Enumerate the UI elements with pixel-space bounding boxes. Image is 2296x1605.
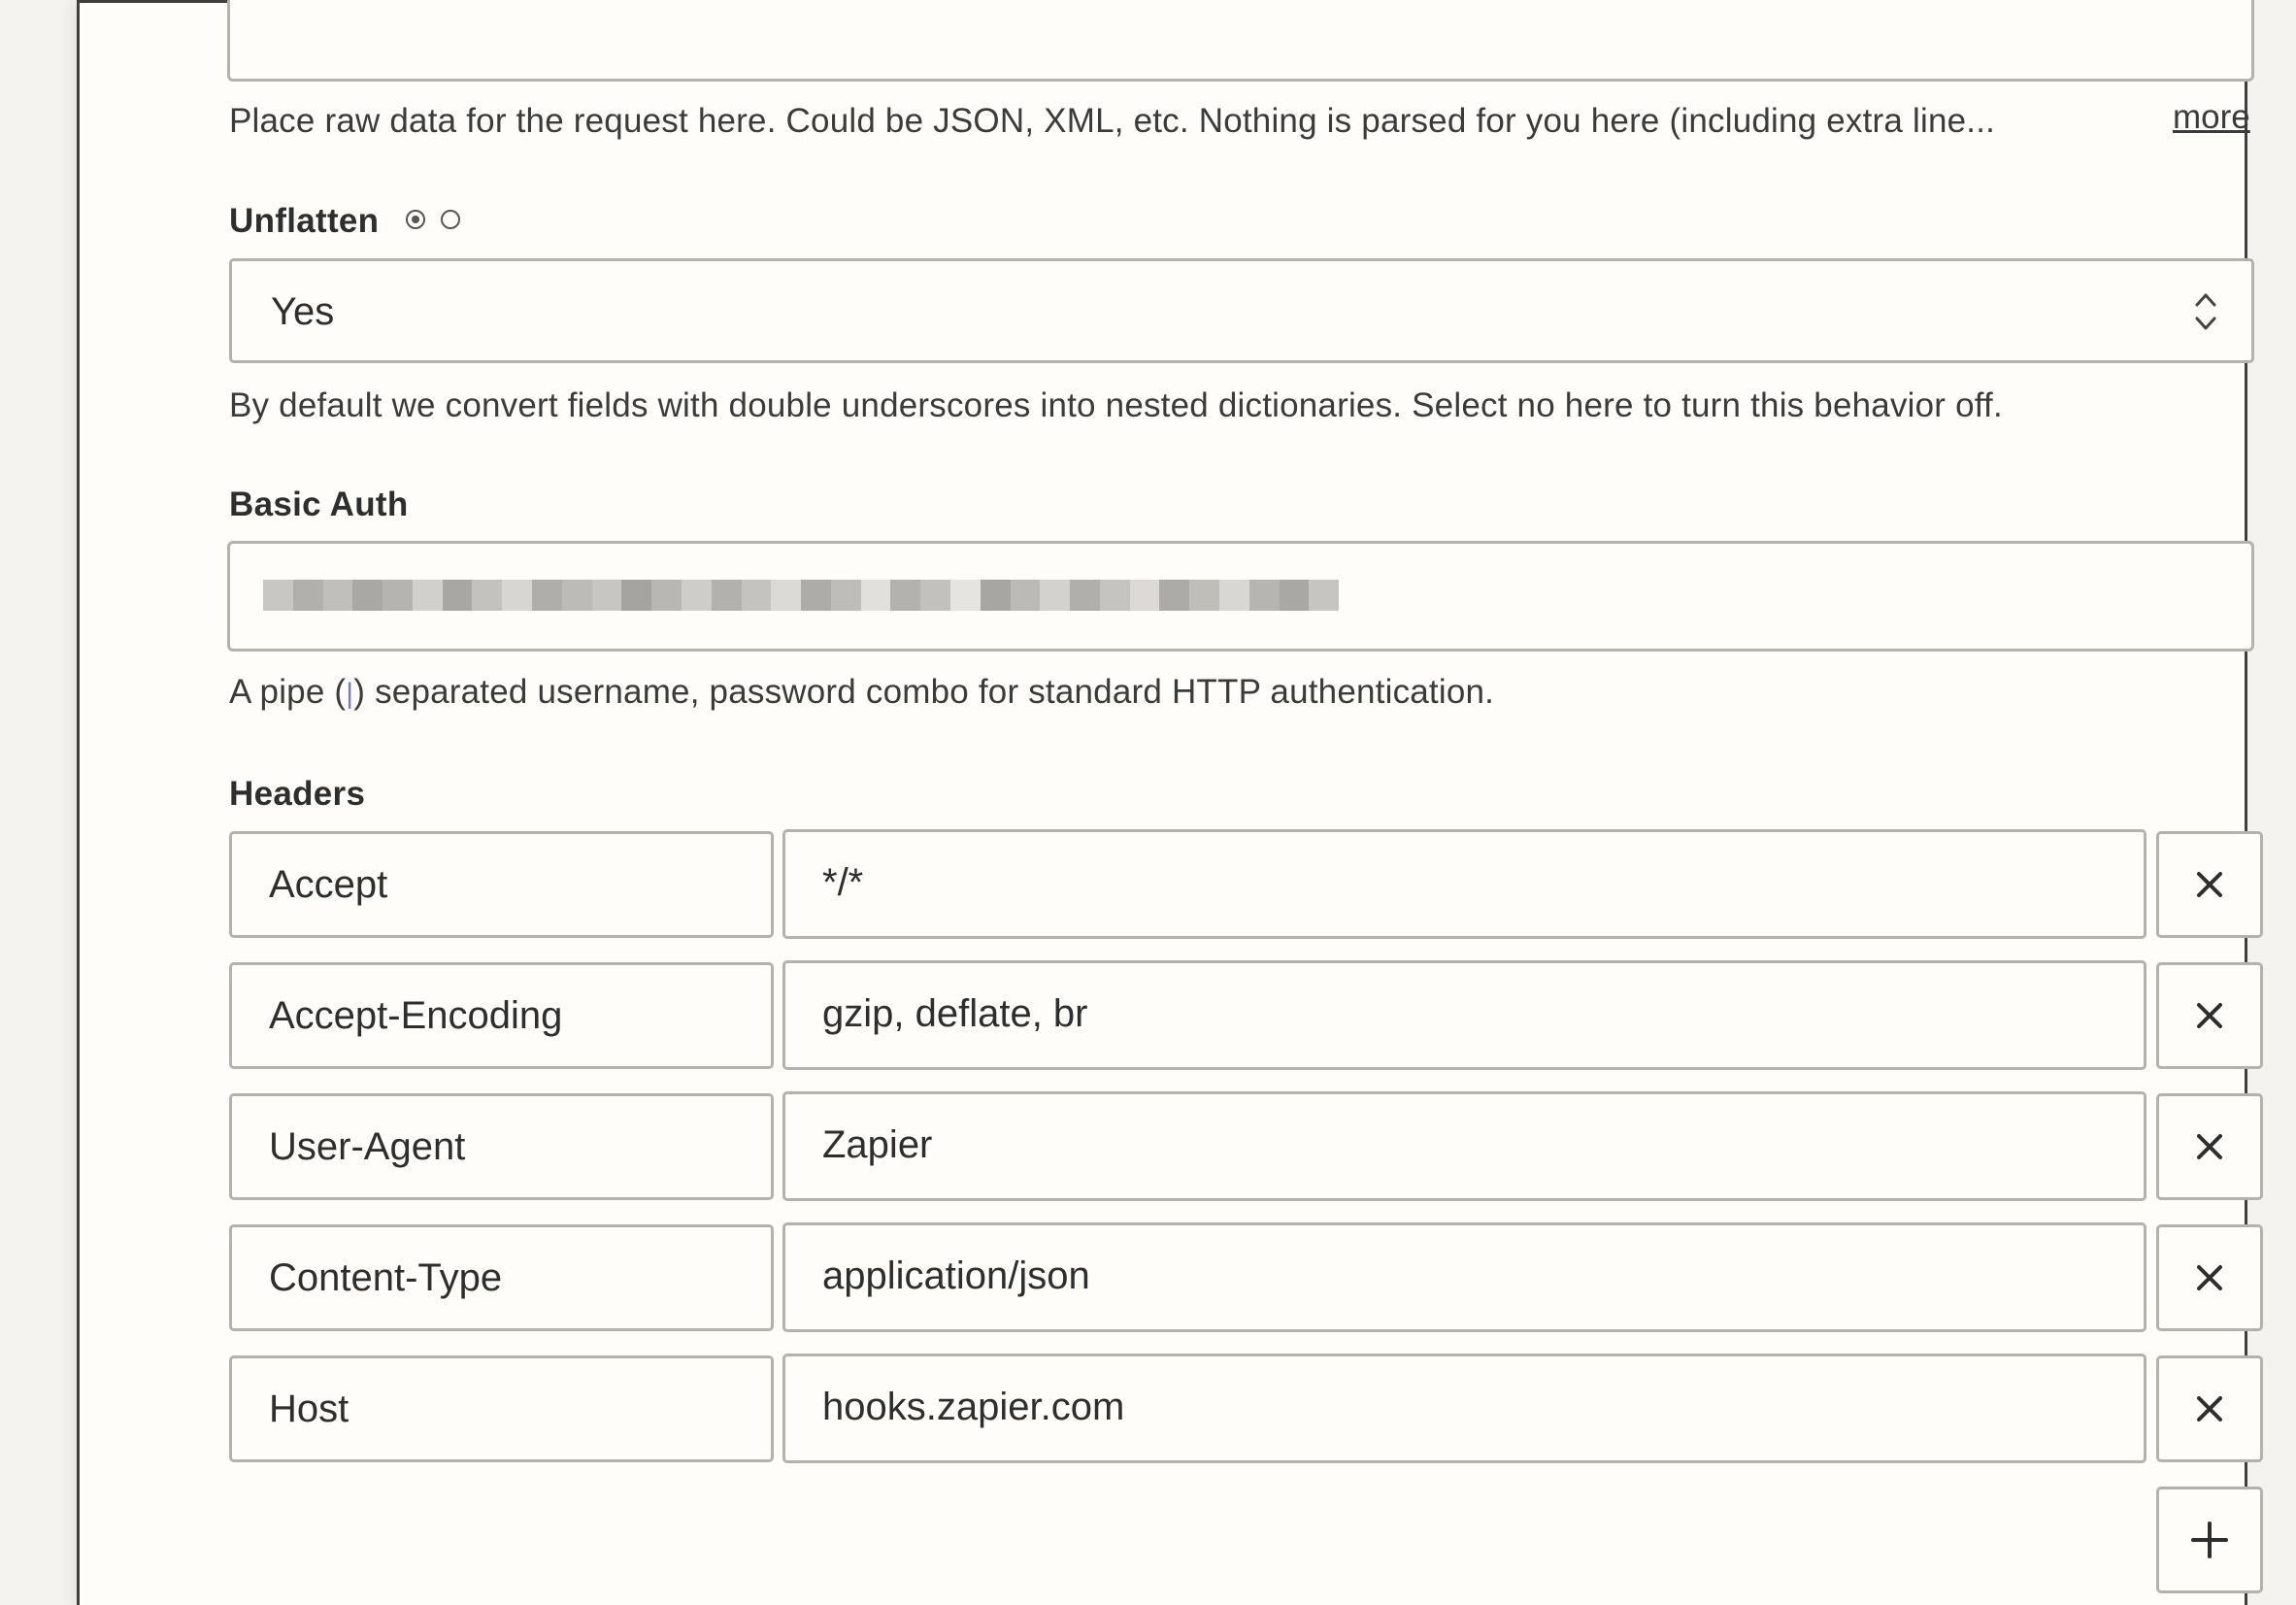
basic-auth-help-prefix: A pipe ( [229,673,347,711]
basic-auth-help-text [229,673,1494,712]
header-key-input[interactable] [229,1355,774,1462]
header-value-text: */* [822,861,864,904]
close-icon [2195,1263,2224,1292]
header-value-input[interactable] [782,1091,2146,1201]
unflatten-select[interactable] [229,258,2254,363]
header-value-text: application/json [822,1254,1090,1297]
remove-header-button[interactable] [2156,962,2263,1069]
unflatten-label: Unflatten [229,202,380,240]
header-value-text: Zapier [822,1123,933,1166]
form-panel [77,0,2250,1605]
radio-unselected-icon[interactable] [441,210,460,229]
header-key-text: Host [269,1388,349,1430]
header-key-text: Accept-Encoding [269,994,563,1037]
remove-header-button[interactable] [2156,831,2263,938]
header-value-input[interactable] [782,960,2146,1070]
chevron-up-down-icon [2193,288,2218,335]
close-icon [2195,870,2224,899]
add-header-button[interactable] [2156,1487,2263,1593]
header-value-input[interactable] [782,1222,2146,1332]
unflatten-selected-value: Yes [271,290,335,333]
headers-label: Headers [229,775,366,813]
header-key-text: Content-Type [269,1256,503,1299]
header-key-text: User-Agent [269,1125,466,1168]
raw-data-textarea[interactable] [227,0,2254,82]
raw-data-help-text: Place raw data for the request here. Could be JSON, XML, etc. Nothing is parsed for you here (including extra line... [229,102,1996,140]
header-key-text: Accept [269,863,388,906]
unflatten-help-text: By default we convert fields with double underscores into nested dictionaries. Select no here to turn this behavior off. [229,386,2003,424]
radio-selected-icon[interactable] [406,210,425,229]
close-icon [2195,1001,2224,1030]
redacted-value [263,580,1339,611]
pipe-character: | [346,678,354,710]
close-icon [2195,1132,2224,1161]
header-value-input[interactable] [782,829,2146,939]
mapping-toggle[interactable] [406,210,464,233]
basic-auth-help-suffix: ) separated username, password combo for standard HTTP authentication. [353,673,1495,711]
header-key-input[interactable] [229,1224,774,1331]
header-key-input[interactable] [229,1093,774,1200]
remove-header-button[interactable] [2156,1093,2263,1200]
header-value-input[interactable] [782,1354,2146,1463]
more-link[interactable]: more [2173,98,2250,136]
header-value-text: gzip, deflate, br [822,992,1088,1035]
close-icon [2195,1394,2224,1423]
header-key-input[interactable] [229,962,774,1069]
remove-header-button[interactable] [2156,1224,2263,1331]
remove-header-button[interactable] [2156,1355,2263,1462]
header-value-text: hooks.zapier.com [822,1386,1125,1428]
header-key-input[interactable] [229,831,774,938]
plus-icon [2190,1521,2229,1559]
basic-auth-label: Basic Auth [229,485,409,523]
basic-auth-input[interactable] [227,541,2254,652]
